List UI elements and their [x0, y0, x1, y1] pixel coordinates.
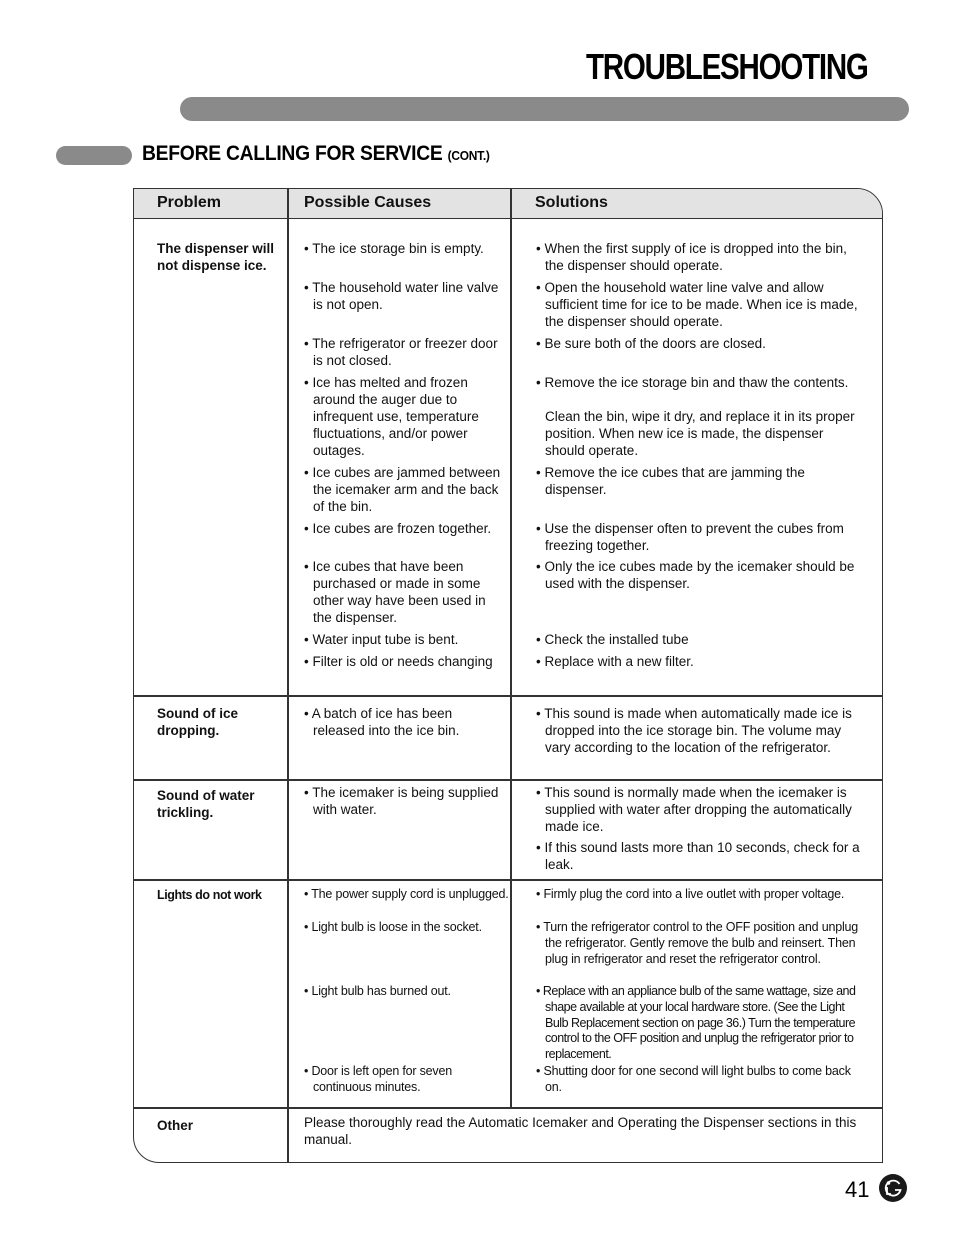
solution-item-continued: Clean the bin, wipe it dry, and replace it in its proper position. When new ice is made, the dispenser should operate.	[545, 409, 855, 458]
section-title-cont: (CONT.)	[447, 148, 490, 163]
solution-item: • This sound is made when automatically made ice is dropped into the ice storage bin. The volume may vary according to the location of the refrigerator.	[536, 705, 866, 756]
cause-item: • The ice storage bin is empty.	[304, 240, 504, 257]
problem-lights: Lights do not work	[157, 888, 262, 902]
other-text: Please thoroughly read the Automatic Icemaker and Operating the Dispenser sections in this manual.	[304, 1115, 857, 1147]
cause-item: • A batch of ice has been released into the ice bin.	[304, 705, 504, 739]
lg-logo-icon	[878, 1173, 908, 1203]
cause-item: • Ice cubes are frozen together.	[304, 520, 504, 537]
cause-item: • Light bulb is loose in the socket.	[304, 920, 509, 936]
cause-item: • The household water line valve is not open.	[304, 279, 504, 313]
solution-item: • Only the ice cubes made by the icemaker should be used with the dispenser.	[536, 558, 866, 592]
row-divider	[134, 695, 882, 697]
solution-item: • Replace with an appliance bulb of the same wattage, size and shape available at your local hardware store. (See the Light Bulb Replacement section on page 36.) Turn the temperature control to the OFF position and unplug the refrigerator prior to replacement.	[536, 984, 866, 1063]
solution-item: • Turn the refrigerator control to the OFF position and unplug the refrigerator. Gently remove the bulb and reinsert. Then plug in refrigerator and reset the refrigerator control.	[536, 920, 864, 967]
cause-item: • The refrigerator or freezer door is not closed.	[304, 335, 504, 369]
solution-item: • Check the installed tube	[536, 631, 866, 648]
header-causes: Possible Causes	[304, 194, 432, 211]
problem-dropping: Sound of ice dropping.	[157, 706, 238, 738]
solution-item: • Open the household water line valve and allow sufficient time for ice to be made. When ice is made, the dispenser should operate.	[536, 279, 866, 330]
solution-item: • Replace with a new filter.	[536, 653, 866, 670]
row-divider	[134, 1107, 882, 1109]
section-title-text: BEFORE CALLING FOR SERVICE	[142, 142, 443, 165]
title-bar	[180, 97, 909, 121]
page-number: 41	[845, 1177, 870, 1202]
solution-item: • If this sound lasts more than 10 seconds, check for a leak.	[536, 839, 866, 873]
cause-item: • Filter is old or needs changing	[304, 653, 504, 670]
solution-item: • Remove the ice storage bin and thaw the contents.	[536, 374, 866, 391]
solution-item: • Be sure both of the doors are closed.	[536, 335, 866, 352]
problem-other: Other	[157, 1118, 194, 1133]
troubleshooting-table	[133, 188, 883, 1163]
section-pill	[56, 146, 132, 165]
header-solutions: Solutions	[535, 194, 608, 211]
solution-item: • This sound is normally made when the icemaker is supplied with water after dropping the automatically made ice.	[536, 784, 866, 835]
table-header	[134, 189, 882, 219]
page-title: TROUBLESHOOTING	[586, 46, 868, 87]
cause-item: • Ice cubes that have been purchased or made in some other way have been used in the dispenser.	[304, 558, 504, 626]
column-divider	[510, 189, 512, 1107]
cause-item: • The power supply cord is unplugged.	[304, 887, 509, 903]
row-divider	[134, 879, 882, 881]
cause-item: • Door is left open for seven continuous minutes.	[304, 1064, 509, 1096]
cause-item: • The icemaker is being supplied with water.	[304, 784, 504, 818]
solution-item: • Firmly plug the cord into a live outlet with proper voltage.	[536, 887, 864, 903]
problem-trickling: Sound of water trickling.	[157, 788, 255, 820]
column-divider	[287, 189, 289, 1162]
header-problem: Problem	[157, 194, 222, 211]
cause-item: • Water input tube is bent.	[304, 631, 504, 648]
cause-item: • Light bulb has burned out.	[304, 984, 509, 1000]
section-title	[142, 142, 490, 166]
problem-dispenser: The dispenser will not dispense ice.	[157, 241, 275, 273]
cause-item: • Ice cubes are jammed between the icemaker arm and the back of the bin.	[304, 464, 504, 515]
solution-item: • Use the dispenser often to prevent the cubes from freezing together.	[536, 520, 866, 554]
cause-item: • Ice has melted and frozen around the auger due to infrequent use, temperature fluctuations, and/or power outages.	[304, 374, 504, 459]
solution-item: • When the first supply of ice is dropped into the bin, the dispenser should operate.	[536, 240, 866, 274]
solution-item: • Shutting door for one second will light bulbs to come back on.	[536, 1064, 864, 1096]
solution-item: • Remove the ice cubes that are jamming the dispenser.	[536, 464, 866, 498]
row-divider	[134, 779, 882, 781]
